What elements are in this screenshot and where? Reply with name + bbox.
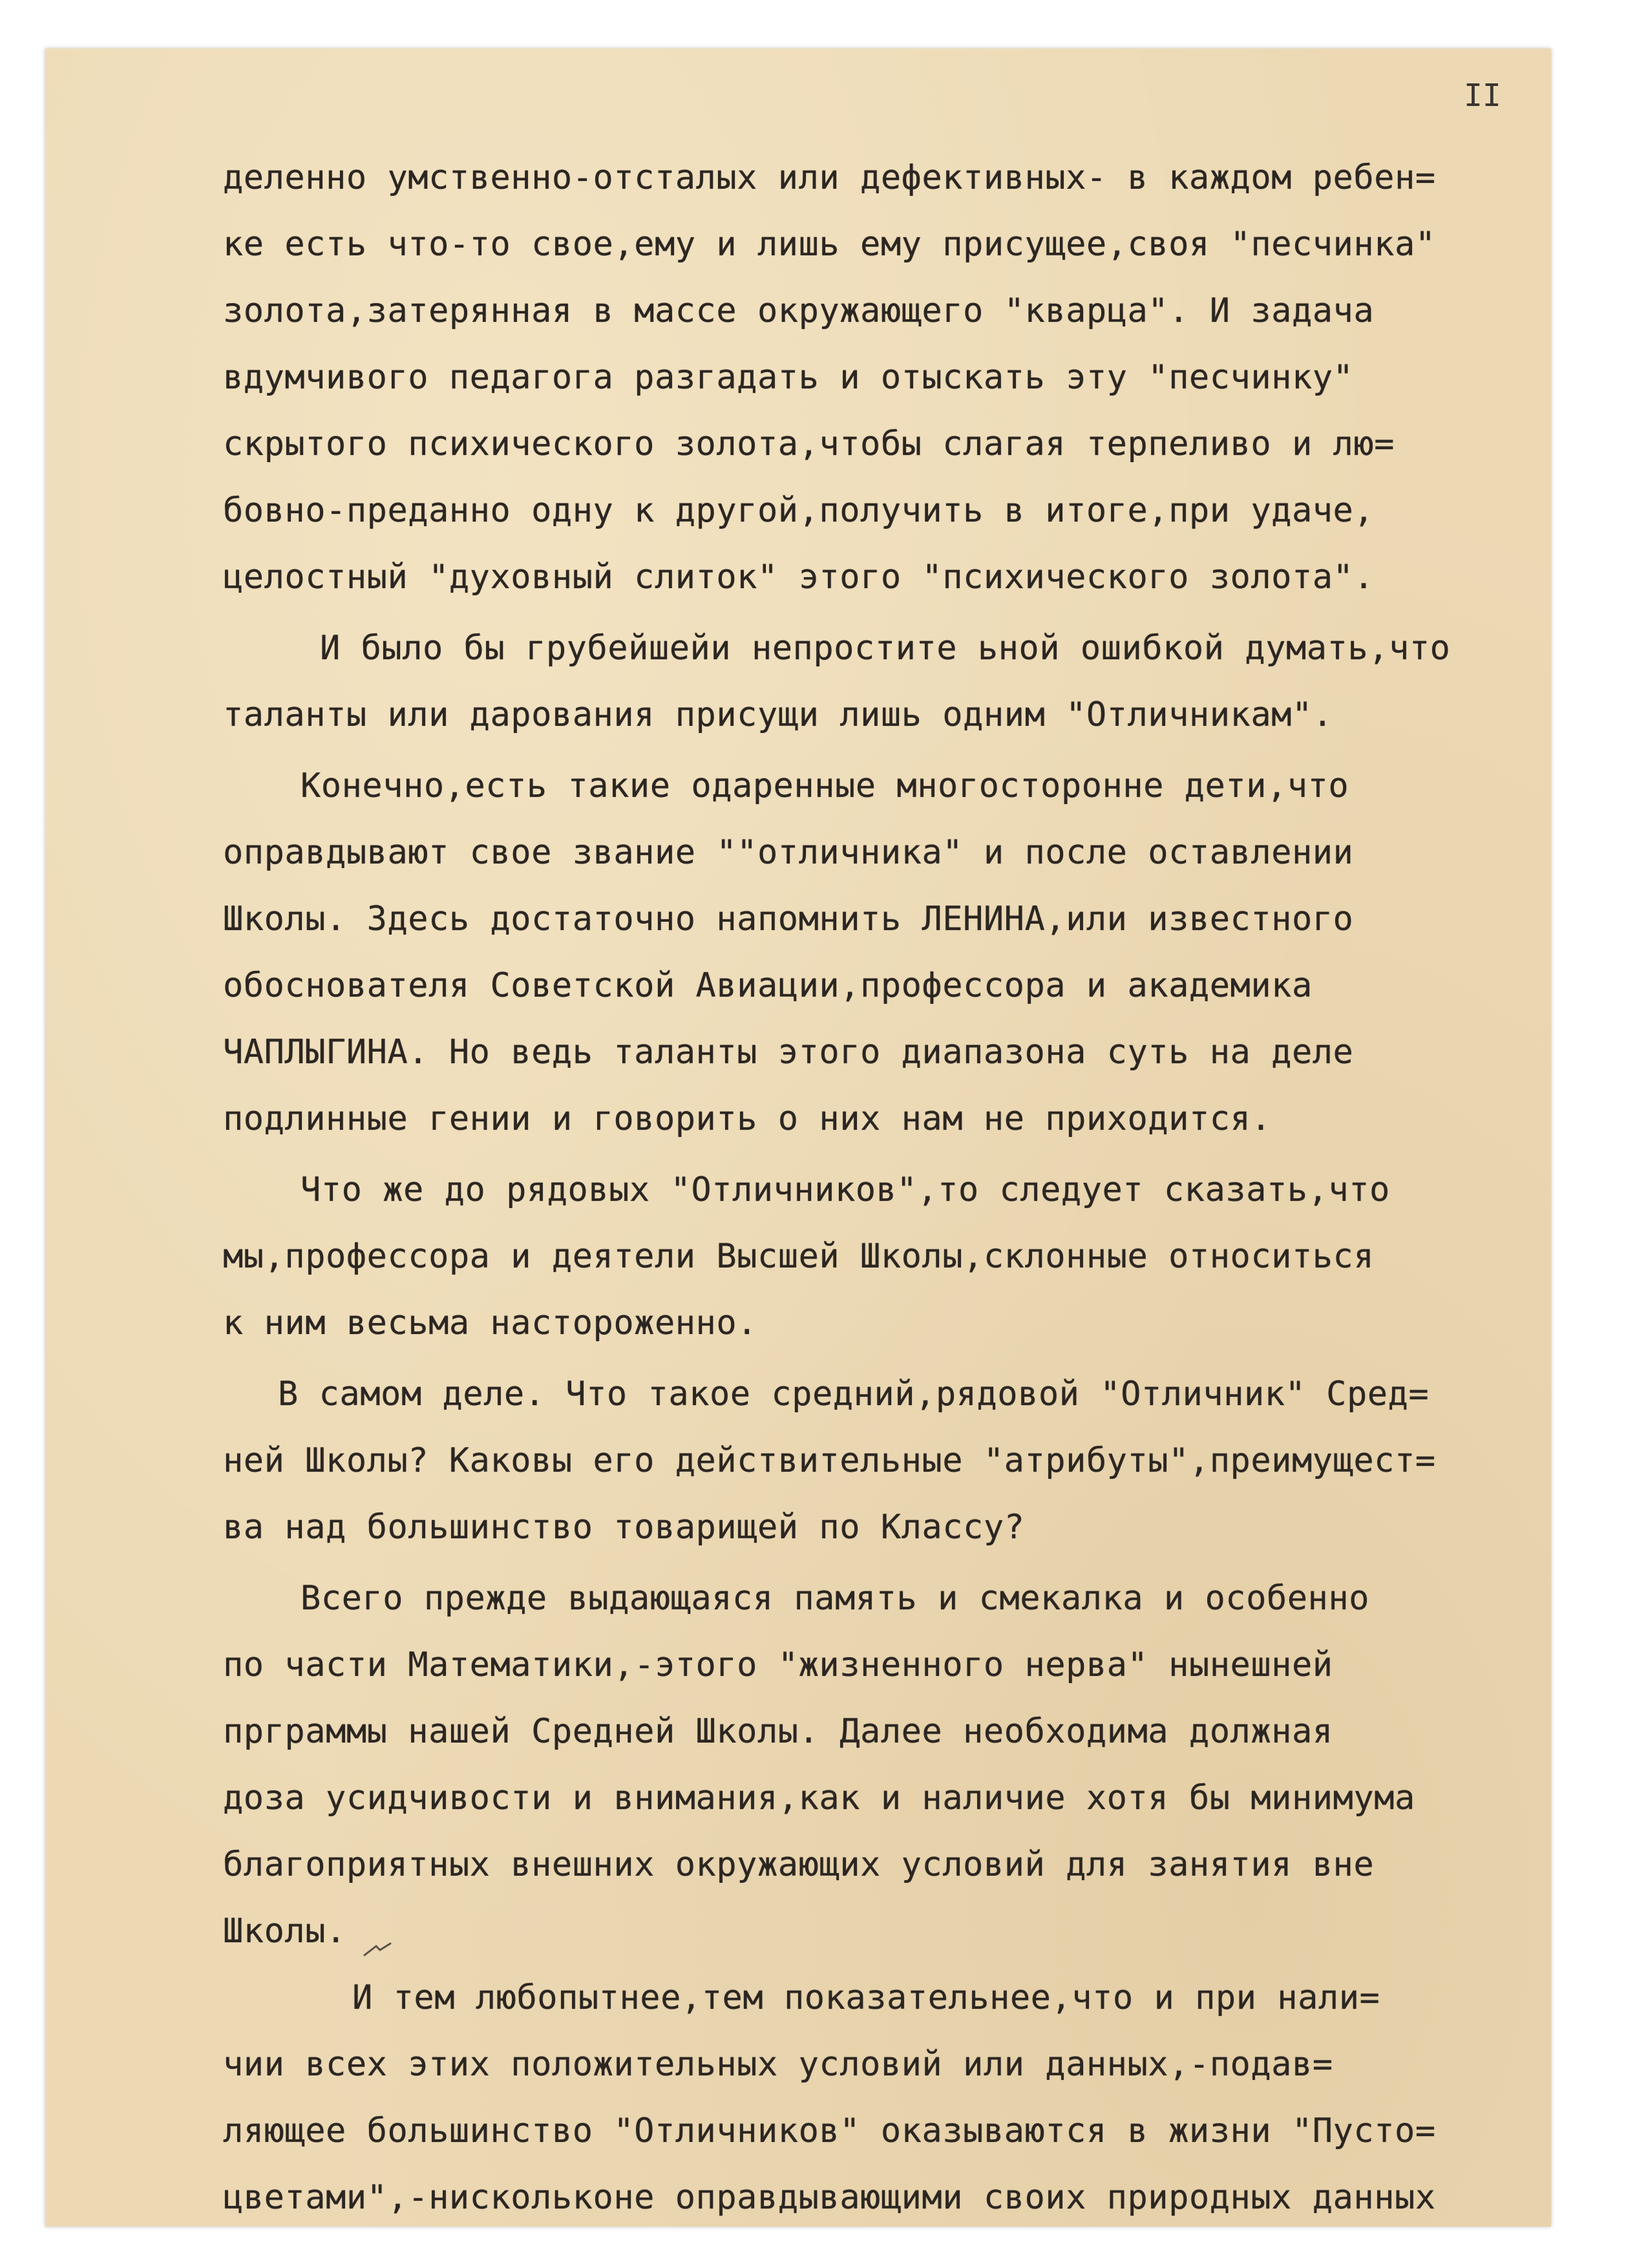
page-number: II: [1464, 78, 1501, 114]
text-line: ляющее большинство "Отличников" оказываются в жизни "Пусто=: [223, 2112, 1436, 2150]
text-line: вдумчивого педагога разгадать и отыскать эту "песчинку": [223, 358, 1354, 397]
paragraph-first-line: И было бы грубейшейи непростите ьной ошибкой думать,что: [320, 629, 1451, 668]
text-line: Школы.: [223, 1912, 346, 1951]
paragraph-first-line: Всего прежде выдающаяся память и смекалка и особенно: [301, 1579, 1369, 1618]
paragraph-first-line: И тем любопытнее,тем показательнее,что и при нали=: [352, 1978, 1380, 2017]
paragraph-first-line: Конечно,есть такие одаренные многосторонне дети,что: [301, 767, 1349, 805]
text-line: таланты или дарования присущи лишь одним "Отличникам".: [223, 695, 1333, 734]
typed-text-body: [223, 145, 1567, 2232]
text-line: по части Математики,-этого "жизненного нерва" нынешней: [223, 1646, 1333, 1684]
text-line: ке есть что-то свое,ему и лишь ему присущее,своя "песчинка": [223, 225, 1436, 264]
text-line: ЧАПЛЫГИНА. Но ведь таланты этого диапазона суть на деле: [223, 1033, 1354, 1072]
pen-mark: [362, 1941, 393, 1959]
text-line: деленно умственно-отсталых или дефективных- в каждом ребен=: [223, 158, 1436, 197]
text-line: ва над большинство товарищей по Классу?: [223, 1508, 1025, 1547]
text-line: доза усидчивости и внимания,как и наличие хотя бы минимума: [223, 1779, 1415, 1818]
text-line: цветами",-нискольконе оправдывающими своих природных данных: [223, 2178, 1436, 2217]
text-line: оправдывают свое звание ""отличника" и после оставлении: [223, 833, 1354, 872]
text-line: ней Школы? Каковы его действительные "атрибуты",преимущест=: [223, 1441, 1436, 1480]
text-line: скрытого психического золота,чтобы слагая терпеливо и лю=: [223, 425, 1395, 463]
text-line: мы,профессора и деятели Высшей Школы,склонные относиться: [223, 1237, 1375, 1276]
text-line: благоприятных внешних окружающих условий для занятия вне: [223, 1845, 1375, 1884]
text-line: Школы. Здесь достаточно напомнить ЛЕНИНА,или известного: [223, 900, 1354, 938]
text-line: бовно-преданно одну к другой,получить в итоге,при удаче,: [223, 491, 1375, 530]
text-line: золота,затерянная в массе окружающего "кварца". И задача: [223, 291, 1375, 330]
paragraph-first-line: Что же до рядовых "Отличников",то следует сказать,что: [301, 1171, 1390, 1209]
text-line: к ним весьма настороженно.: [223, 1304, 757, 1342]
text-line: подлинные гении и говорить о них нам не приходится.: [223, 1099, 1272, 1138]
text-line: чии всех этих положительных условий или данных,-подав=: [223, 2045, 1333, 2084]
text-line: прграммы нашей Средней Школы. Далее необходима должная: [223, 1712, 1333, 1751]
paragraph-first-line: В самом деле. Что такое средний,рядовой "Отличник" Сред=: [278, 1375, 1430, 1414]
text-line: целостный "духовный слиток" этого "психического золота".: [223, 558, 1375, 597]
text-line: обоснователя Советской Авиации,профессора и академика: [223, 966, 1313, 1005]
